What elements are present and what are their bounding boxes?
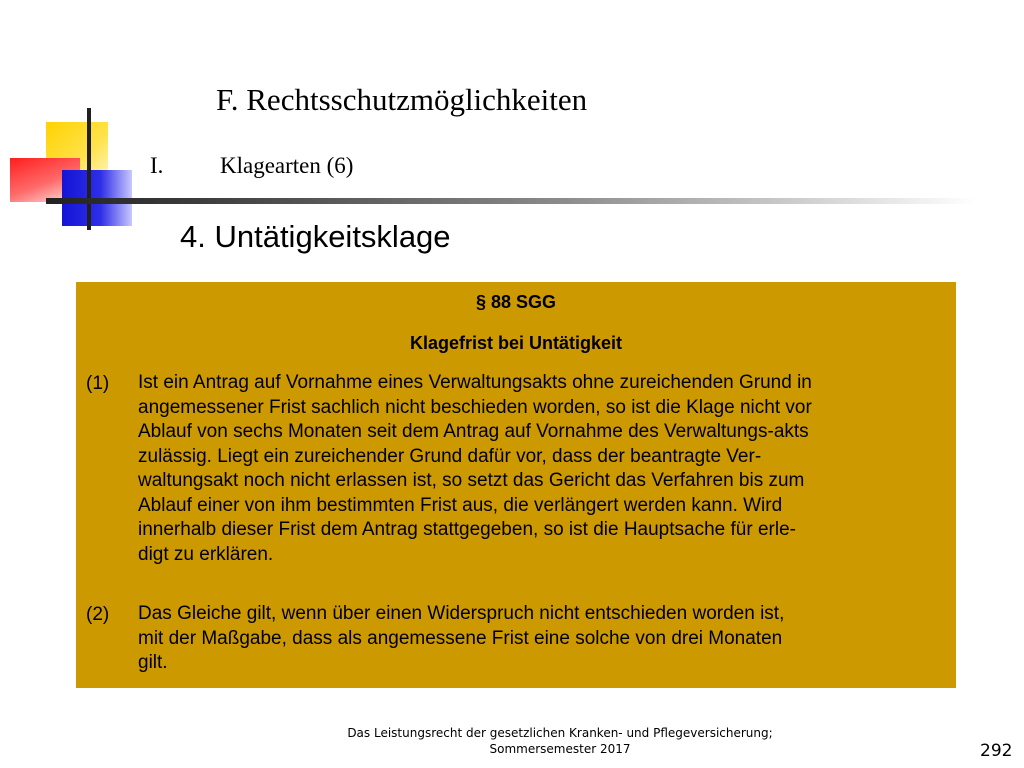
logo-vertical-line (87, 108, 91, 230)
law-subtitle: Klagefrist bei Untätigkeit (409, 333, 623, 353)
paragraph-line: innerhalb dieser Frist dem Antrag stattgegeben, so ist die Hauptsache für erle- (138, 519, 796, 540)
law-title: § 88 SGG (475, 292, 557, 312)
paragraph-line: gilt. (138, 652, 168, 673)
law-text-box (76, 282, 956, 688)
footer-line: Sommersemester 2017 (489, 742, 631, 756)
slide-title: F. Rechtsschutzmöglichkeiten (216, 82, 588, 117)
paragraph-text (138, 602, 948, 676)
title-divider-line (46, 198, 976, 204)
paragraph-line: Ist ein Antrag auf Vornahme eines Verwaltungsakts ohne zureichenden Grund in (138, 372, 812, 393)
paragraph-line: Das Gleiche gilt, wenn über einen Widerspruch nicht entschieden worden ist, (138, 603, 785, 624)
subsection-title: Klagearten (6) (220, 153, 354, 178)
paragraph-number: (2) (86, 604, 110, 625)
paragraph-line: digt zu erklären. (138, 543, 274, 565)
decorative-logo (0, 0, 160, 240)
page-number: 292 (980, 741, 1013, 761)
paragraph-line: zulässig. Liegt ein zureichender Grund dafür vor, dass der beantragte Ver- (138, 445, 762, 467)
paragraph-text (138, 371, 948, 567)
footer-text (300, 725, 820, 757)
paragraph-line: Ablauf einer von ihm bestimmten Frist aus, die verlängert werden kann. Wird (138, 494, 783, 516)
paragraph-line: Ablauf von sechs Monaten seit dem Antrag auf Vornahme des Verwaltungs-akts (138, 421, 809, 442)
paragraph-line: angemessener Frist sachlich nicht beschieden worden, so ist die Klage nicht vor (138, 396, 812, 418)
subsection-number: I. (150, 153, 164, 178)
paragraph-line: mit der Maßgabe, dass als angemessene Frist eine solche von drei Monaten (138, 627, 783, 649)
paragraph-number: (1) (86, 373, 110, 394)
footer-line: Das Leistungsrecht der gesetzlichen Kranken- und Pflegeversicherung; (347, 726, 773, 740)
section-heading: 4. Untätigkeitsklage (180, 219, 451, 254)
paragraph-line: waltungsakt noch nicht erlassen ist, so setzt das Gericht das Verfahren bis zum (138, 470, 805, 491)
